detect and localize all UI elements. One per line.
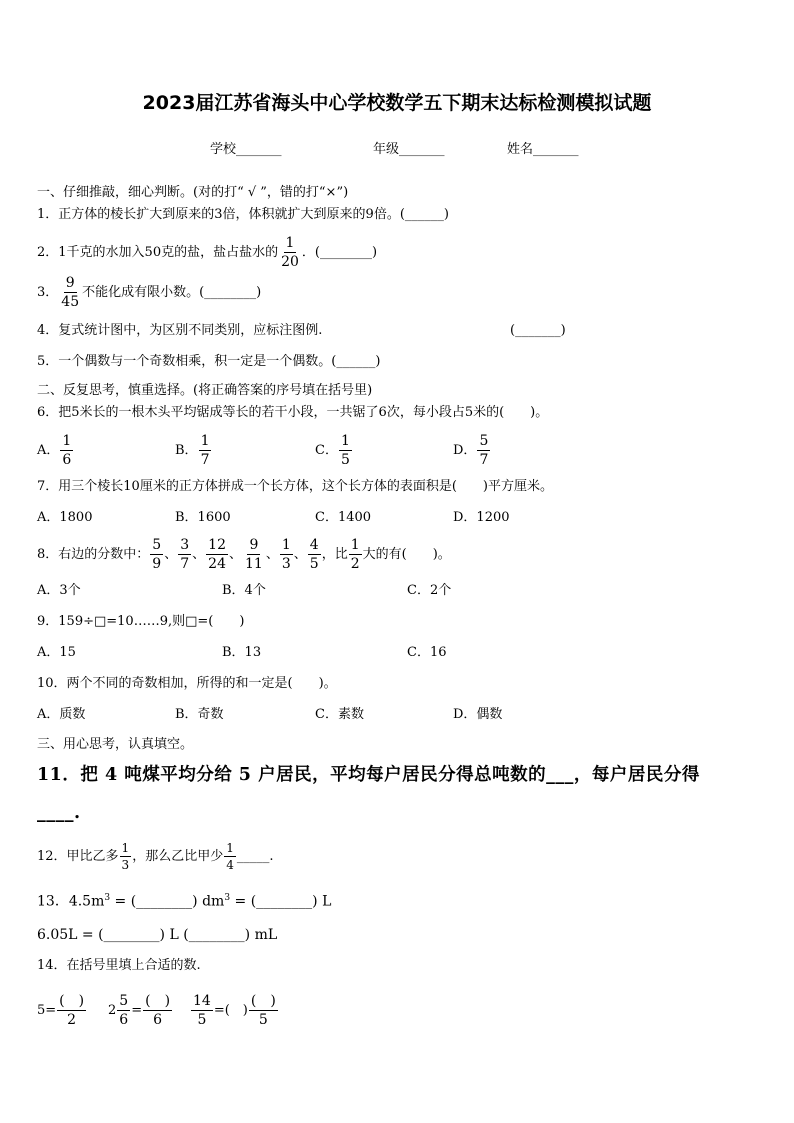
q10-option-c[interactable]: C．素数	[315, 707, 364, 722]
name-field[interactable]: 姓名_______	[507, 142, 579, 157]
section-3-heading: 三、用心思考，认真填空。	[37, 737, 194, 752]
question-14: 14．在括号里填上合适的数.	[37, 958, 201, 973]
fraction: $\frac{5}{6}$	[119, 993, 129, 1028]
question-5: 5．一个偶数与一个奇数相乘，积一定是一个偶数。(______)	[37, 354, 381, 369]
q8-option-a[interactable]: A．3个	[37, 583, 81, 598]
q8-option-b[interactable]: B．4个	[222, 583, 266, 598]
fraction: $\frac{1}{2}$	[350, 537, 360, 572]
school-field[interactable]: 学校_______	[210, 142, 282, 157]
q10-option-d[interactable]: D．偶数	[453, 707, 503, 722]
fraction: $\frac{1}{5}$	[340, 433, 350, 468]
fraction: $\frac{1}{20}$	[281, 235, 299, 270]
fraction: $\frac{9}{45}$	[61, 275, 80, 310]
fraction: $\frac{1}{4}$	[226, 841, 234, 872]
fraction: $\frac{1}{3}$	[121, 841, 130, 872]
fraction: $\frac{( )}{2}$	[59, 993, 85, 1028]
fraction: $\frac{1}{7}$	[200, 433, 210, 468]
q7-option-d[interactable]: D．1200	[453, 510, 510, 525]
question-6: 6．把5米长的一根木头平均锯成等长的若干小段，一共锯了6次，每小段占5米的( )。	[37, 405, 549, 420]
question-9: 9．159÷□=10……9,则□=( )	[37, 614, 245, 629]
q7-option-a[interactable]: A．1800	[37, 510, 93, 525]
fraction: $\frac{3}{7}$	[180, 537, 190, 572]
q6-option-d[interactable]: D． $\frac{5}{7}$	[453, 433, 489, 468]
grade-field[interactable]: 年级_______	[373, 142, 445, 157]
section-1-heading: 一、仔细推敲，细心判断。(对的打“ √ ”，错的打“×”)	[37, 185, 349, 200]
question-12: 12．甲比乙多 $\frac{1}{3}$ ，那么乙比甲少 $\frac{1}{4}$ _____.	[37, 841, 274, 872]
q9-option-a[interactable]: A．15	[37, 645, 76, 660]
question-11: 11．把 4 吨煤平均分给 5 户居民，平均每户居民分得总吨数的___，每户居民分得	[37, 765, 700, 785]
q14-item-2: 2 $\frac{5}{6}$ = $\frac{( )}{6}$	[108, 993, 171, 1028]
q8-option-c[interactable]: C．2个	[407, 583, 452, 598]
fraction: $\frac{9}{11}$	[245, 537, 263, 572]
fraction: $\frac{4}{5}$	[309, 537, 319, 572]
page-title: 2023届江苏省海头中心学校数学五下期末达标检测模拟试题	[142, 92, 652, 114]
fraction: $\frac{5}{7}$	[479, 433, 489, 468]
fraction: $\frac{14}{5}$	[193, 993, 211, 1028]
q6-option-a[interactable]: A． $\frac{1}{6}$	[37, 433, 72, 468]
q9-option-c[interactable]: C．16	[407, 645, 447, 660]
section-2-heading: 二、反复思考，慎重选择。(将正确答案的序号填在括号里)	[37, 383, 373, 398]
fraction: $\frac{1}{3}$	[281, 537, 291, 572]
fraction: $\frac{12}{24}$	[208, 537, 226, 572]
fraction: $\frac{( )}{5}$	[250, 993, 276, 1028]
question-11-continued: ____.	[37, 803, 81, 823]
question-13-line-2: 6.05L = (________) L (________) mL	[37, 927, 278, 943]
q6-option-b[interactable]: B． $\frac{1}{7}$	[175, 433, 210, 468]
question-4: 4．复式统计图中，为区别不同类别，应标注图例.	[37, 323, 323, 338]
q7-option-c[interactable]: C．1400	[315, 510, 372, 525]
q7-option-b[interactable]: B．1600	[175, 510, 231, 525]
question-7: 7．用三个棱长10厘米的正方体拼成一个长方体，这个长方体的表面积是( )平方厘米。	[37, 479, 553, 494]
question-2: 2．1千克的水加入50克的盐，盐占盐水的 $\frac{1}{20}$ ．(________)	[37, 235, 378, 270]
fraction: $\frac{( )}{6}$	[145, 993, 171, 1028]
question-8: 8．右边的分数中： $\frac{5}{9}$ 、 $\frac{3}{7}$ 、 $\frac{12}{24}$ 、 $\frac{9}{11}$ 、 $\frac{1}{3}$ 、 $\frac{4}{5}$ ，比 $\frac{1}{2}$ 大的有( )。	[37, 537, 451, 572]
q6-option-c[interactable]: C． $\frac{1}{5}$	[315, 433, 350, 468]
question-13-line-1: 13．$4.5m^3$ = (________) $dm^3$ = (________) L	[37, 893, 332, 910]
question-10: 10．两个不同的奇数相加，所得的和一定是( )。	[37, 676, 337, 691]
fraction: $\frac{5}{9}$	[152, 537, 162, 572]
q10-option-a[interactable]: A．质数	[37, 707, 86, 722]
fraction: $\frac{1}{6}$	[62, 433, 72, 468]
question-1: 1．正方体的棱长扩大到原来的3倍，体积就扩大到原来的9倍。(______)	[37, 207, 449, 222]
q14-item-3: $\frac{14}{5}$ =( ) $\frac{( )}{5}$	[193, 993, 276, 1028]
question-3: 3． $\frac{9}{45}$ 不能化成有限小数。(________)	[37, 275, 262, 310]
q10-option-b[interactable]: B．奇数	[175, 707, 224, 722]
q14-item-1: 5= $\frac{( )}{2}$	[37, 993, 85, 1028]
q9-option-b[interactable]: B．13	[222, 645, 262, 660]
question-4-answer-blank[interactable]: (_______)	[510, 323, 566, 338]
